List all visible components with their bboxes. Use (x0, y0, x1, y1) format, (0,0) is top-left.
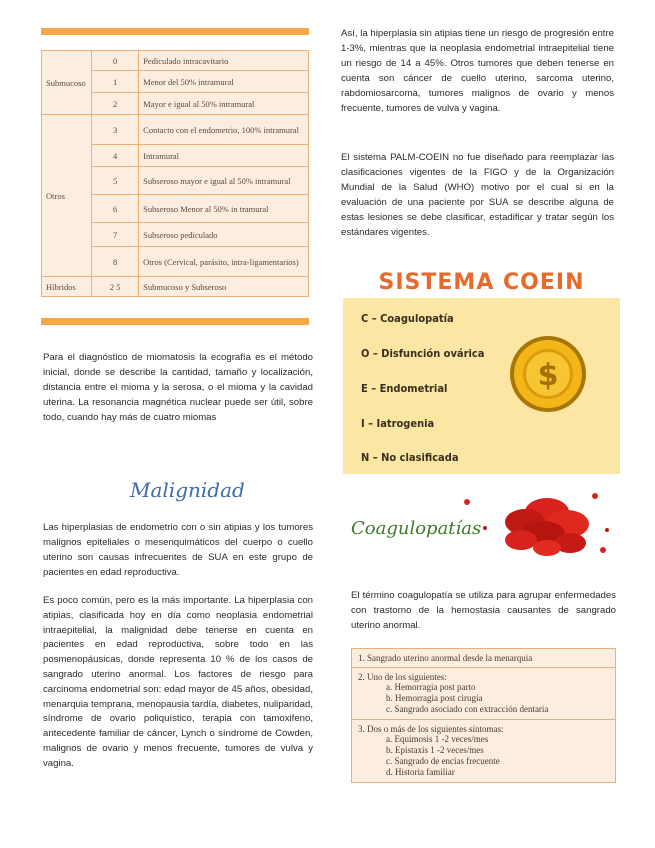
table-bottom-bar (41, 318, 309, 325)
heading-malignidad: Malignidad (130, 478, 245, 502)
sua-criteria-box (351, 648, 616, 783)
sua-section-2-title: 2. Uno de los siguientes: (358, 672, 447, 682)
paragraph-malignidad-1: Las hiperplasias de endometrio con o sin atipias y los tumores malignos epiteliales o mesenquimáticos del cuerpo o cuello uterino son causas infrecuentes de SUA en este grupo de pacientes en edad reproductiva. (43, 522, 313, 578)
sua-section-3 (352, 720, 615, 782)
cell-num: 8 (92, 247, 139, 277)
cell-desc: Subseroso pediculado (139, 223, 309, 247)
paragraph-palm-coein: El sistema PALM-COEIN no fue diseñado para reemplazar las clasificaciones vigentes de la FIGO y de la Organización Mundial de la Salud (WHO) motivo por el cual si en la evaluación de una paciente por SUA se describe alguna de estas lesiones se debe clasificar, estadificar y tratar según los estándares vigentes. (341, 152, 614, 238)
cell-desc: Subseroso Menor al 50% in tramural (139, 195, 309, 223)
paragraph-atipias: Así, la hiperplasia sin atipias tiene un riesgo de progresión entre 1-3%, mientras que la neoplasia endometrial intraepitelial tiene un riesgo de 14 a 45%. Otros tumores que deben tenerse en cuenta son cáncer de cuello uterino, sarcoma uterino, rabdomiosarcoma, tumores malignos de ovario y menos frecuente, tumores de vulva y vagina. (341, 28, 614, 114)
paragraph-malignidad-2: Es poco común, pero es la más importante. La hiperplasia con atipias, clasificada hoy en día como neoplasia endometrial intraepitelial, la malignidad debe tenerse en cuenta en pacientes en edad reproductiva, sobre todo en las posmenopáusicas, donde representa 10 % de los casos de sangrado uterino anormal. Los factores de riesgo para carcinoma endometrial son: edad mayor de 45 años, obesidad, menarquia temprana, menopausia tardía, diabetes, nuliparidad, síndrome de ovario poliquístico, terapia con tamoxifeno, antecedente familiar de cáncer, Lynch o síndrome de Cowden, malignos de ovario y menos frecuente, tumores de vulva y vagina. (43, 595, 313, 769)
figo-leiomyoma-table (41, 50, 309, 297)
list-item: b. Epistaxis 1 -2 veces/mes (386, 745, 484, 755)
coein-item-e: E – Endometrial (361, 382, 448, 395)
coin-symbol: $ (537, 358, 559, 393)
cell-num: 2 (92, 93, 139, 115)
cell-num: 0 (92, 51, 139, 71)
cell-num: 4 (92, 145, 139, 167)
coin-icon (508, 334, 588, 414)
cell-desc: Menor del 50% intramural (139, 71, 309, 93)
sua-section-1-text: 1. Sangrado uterino anormal desde la menarquia (358, 653, 533, 663)
cell-desc: Subseroso mayor e igual al 50% intramural (139, 167, 309, 195)
table-top-bar (41, 28, 309, 35)
coein-title: SISTEMA COEIN (378, 270, 585, 295)
cell-desc: Submucoso y Subseroso (139, 277, 309, 297)
coein-item-i: I – Iatrogenia (361, 417, 435, 430)
list-item: a. Hemorragia post parto (386, 682, 476, 692)
coein-item-c: C – Coagulopatía (361, 312, 454, 325)
cell-desc: Pediculado intracavitario (139, 51, 309, 71)
group-hibridos: Híbridos (42, 277, 92, 297)
sua-section-2 (352, 668, 615, 720)
cell-num: 3 (92, 115, 139, 145)
list-item: b. Hemorragia post cirugía (386, 693, 483, 703)
sua-section-1 (352, 649, 615, 668)
cell-num: 7 (92, 223, 139, 247)
cell-desc: Mayor e igual al 50% intramural (139, 93, 309, 115)
group-otros: Otros (42, 115, 92, 277)
cell-num: 5 (92, 167, 139, 195)
sua-section-3-title: 3. Dos o más de los siguientes síntomas: (358, 724, 504, 734)
list-item: c. Sangrado asociado con extracción dentaria (386, 704, 549, 714)
cell-desc: Otros (Cervical, parásito, intra-ligamentarios) (139, 247, 309, 277)
paragraph-coagulopatia: El término coagulopatía se utiliza para agrupar enfermedades con trastorno de la hemostasia causantes de sangrado uterino anormal. (351, 590, 616, 631)
coein-item-n: N – No clasificada (361, 451, 459, 464)
cell-num: 1 (92, 71, 139, 93)
cell-desc: Contacto con el endometrio, 100% intramural (139, 115, 309, 145)
list-item: d. Historia familiar (386, 767, 455, 777)
cell-desc: Intramural (139, 145, 309, 167)
heading-coagulopatias: Coagulopatías (351, 518, 482, 539)
cell-num: 6 (92, 195, 139, 223)
paragraph-miomatosis: Para el diagnóstico de miomatosis la ecografía es el método inicial, donde se describe la cantidad, tamaño y localización, distancia entre el mioma y la serosa, o el mioma y la cavidad uterina. La resonancia magnética nuclear puede ser útil, sobre todo, cuando hay más de cuatro miomas (43, 352, 313, 423)
cell-num: 2 5 (92, 277, 139, 297)
group-submucoso: Submucoso (42, 51, 92, 115)
coein-item-o: O – Disfunción ovárica (361, 347, 485, 360)
list-item: a. Equimosis 1 -2 veces/mes (386, 734, 489, 744)
list-item: c. Sangrado de encías frecuente (386, 756, 500, 766)
